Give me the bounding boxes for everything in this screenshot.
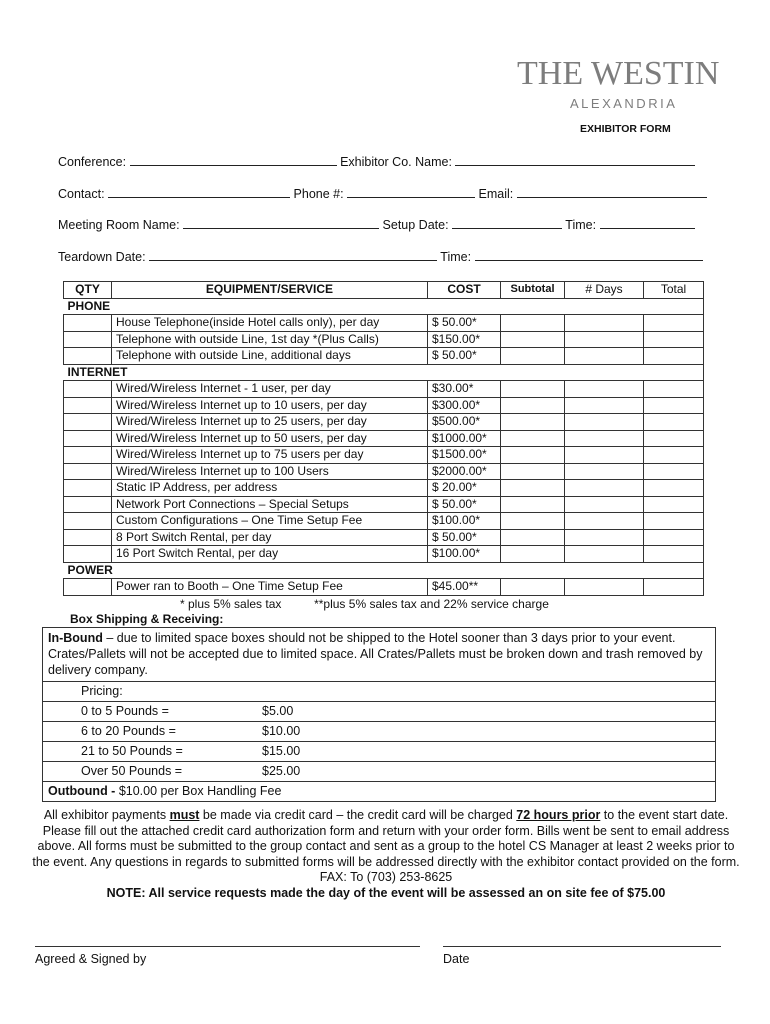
tax-notes (180, 597, 549, 611)
tax-note-1: * plus 5% sales tax (180, 597, 282, 611)
qty-cell[interactable] (64, 348, 112, 365)
equipment-cell: Wired/Wireless Internet up to 50 users, per day (112, 430, 428, 447)
category-label: INTERNET (67, 364, 128, 379)
category-label: POWER (67, 562, 113, 577)
email-field[interactable] (517, 187, 707, 198)
cost-cell: $100.00* (428, 546, 501, 563)
conference-label: Conference: (58, 155, 127, 169)
rate-range: 0 to 5 Pounds = (81, 704, 169, 718)
qty-cell[interactable] (64, 315, 112, 332)
rate-price: $15.00 (262, 744, 301, 758)
subtotal-cell[interactable] (501, 579, 565, 596)
total-cell[interactable] (644, 414, 704, 431)
conference-field[interactable] (130, 155, 337, 166)
equipment-header: EQUIPMENT/SERVICE (112, 282, 428, 299)
total-cell[interactable] (644, 463, 704, 480)
category-row (64, 298, 704, 315)
equipment-table (63, 281, 704, 596)
cost-cell: $300.00* (428, 397, 501, 414)
subtotal-cell[interactable] (501, 496, 565, 513)
equipment-cell: Telephone with outside Line, additional days (112, 348, 428, 365)
days-cell[interactable] (565, 546, 644, 563)
teardown-date-label: Teardown Date: (58, 250, 146, 264)
contact-label: Contact: (58, 187, 105, 201)
days-cell[interactable] (565, 496, 644, 513)
conference-row (58, 155, 695, 169)
payment-text-1: All exhibitor payments (43, 808, 170, 822)
cost-cell: $1500.00* (428, 447, 501, 464)
total-cell[interactable] (644, 381, 704, 398)
total-cell[interactable] (644, 513, 704, 530)
teardown-time-field[interactable] (475, 250, 703, 261)
subtotal-cell[interactable] (501, 331, 565, 348)
table-row (64, 331, 704, 348)
rate-price: $25.00 (262, 764, 301, 778)
total-cell[interactable] (644, 397, 704, 414)
subtotal-cell[interactable] (501, 513, 565, 530)
category-row (64, 562, 704, 579)
qty-cell[interactable] (64, 579, 112, 596)
table-row (64, 496, 704, 513)
cost-cell: $ 50.00* (428, 315, 501, 332)
table-row (64, 579, 704, 596)
subtotal-cell[interactable] (501, 546, 565, 563)
pricing-label: Pricing: (81, 684, 123, 698)
phone-label: Phone #: (293, 187, 344, 201)
equipment-cell: 8 Port Switch Rental, per day (112, 529, 428, 546)
contact-field[interactable] (108, 187, 290, 198)
tax-note-2: **plus 5% sales tax and 22% service charge (314, 597, 549, 611)
equipment-cell: Power ran to Booth – One Time Setup Fee (112, 579, 428, 596)
cost-cell: $150.00* (428, 331, 501, 348)
setup-time-field[interactable] (600, 218, 695, 229)
exhibitor-co-field[interactable] (455, 155, 695, 166)
rate-range: 6 to 20 Pounds = (81, 724, 176, 738)
qty-cell[interactable] (64, 480, 112, 497)
subtotal-header: Subtotal (501, 282, 565, 299)
category-spacer (428, 364, 704, 381)
table-row (64, 447, 704, 464)
phone-field[interactable] (347, 187, 475, 198)
qty-cell[interactable] (64, 414, 112, 431)
qty-cell[interactable] (64, 496, 112, 513)
total-cell[interactable] (644, 496, 704, 513)
payment-paragraph (30, 808, 742, 901)
days-cell[interactable] (565, 480, 644, 497)
meeting-room-field[interactable] (183, 218, 379, 229)
inbound-desc: – due to limited space boxes should not be shipped to the Hotel sooner than 3 days prior to your event. Crates/Pallets will not be accepted due to limited space. All Crates/Pallets must be broken down and trash removed by delivery company. (48, 631, 703, 677)
agreed-signed-label: Agreed & Signed by (35, 952, 147, 966)
date-label: Date (443, 952, 470, 966)
setup-time-label: Time: (565, 218, 597, 232)
equipment-cell: Telephone with outside Line, 1st day *(Plus Calls) (112, 331, 428, 348)
days-cell[interactable] (565, 430, 644, 447)
shipping-heading: Box Shipping & Receiving: (70, 612, 224, 626)
days-cell[interactable] (565, 331, 644, 348)
subtotal-cell[interactable] (501, 480, 565, 497)
qty-cell[interactable] (64, 381, 112, 398)
subtotal-cell[interactable] (501, 430, 565, 447)
outbound-row (43, 782, 715, 801)
rate-row (43, 762, 715, 782)
subtotal-cell[interactable] (501, 397, 565, 414)
equipment-cell: Wired/Wireless Internet - 1 user, per day (112, 381, 428, 398)
rate-range: 21 to 50 Pounds = (81, 744, 183, 758)
qty-header: QTY (64, 282, 112, 299)
category-row (64, 364, 704, 381)
equipment-cell: Wired/Wireless Internet up to 25 users, per day (112, 414, 428, 431)
westin-logo-wordmark: THE WESTIN (517, 55, 720, 92)
equipment-cell: Wired/Wireless Internet up to 100 Users (112, 463, 428, 480)
exhibitor-co-label: Exhibitor Co. Name: (340, 155, 452, 169)
cost-cell: $30.00* (428, 381, 501, 398)
days-cell[interactable] (565, 529, 644, 546)
table-header-row (64, 282, 704, 299)
cost-cell: $45.00** (428, 579, 501, 596)
setup-date-field[interactable] (452, 218, 562, 229)
total-cell[interactable] (644, 447, 704, 464)
rate-price: $10.00 (262, 724, 301, 738)
category-spacer (428, 562, 704, 579)
days-cell[interactable] (565, 513, 644, 530)
table-row (64, 513, 704, 530)
pricing-label-row (43, 682, 715, 702)
cost-cell: $ 50.00* (428, 496, 501, 513)
days-cell[interactable] (565, 397, 644, 414)
qty-cell[interactable] (64, 463, 112, 480)
days-header: # Days (565, 282, 644, 299)
signature-line[interactable] (35, 946, 420, 947)
outbound-label: Outbound - (48, 784, 116, 798)
teardown-time-label: Time: (440, 250, 472, 264)
meeting-room-label: Meeting Room Name: (58, 218, 180, 232)
qty-cell[interactable] (64, 529, 112, 546)
total-cell[interactable] (644, 315, 704, 332)
subtotal-cell[interactable] (501, 529, 565, 546)
total-cell[interactable] (644, 529, 704, 546)
subtotal-cell[interactable] (501, 315, 565, 332)
days-cell[interactable] (565, 447, 644, 464)
date-line[interactable] (443, 946, 721, 947)
payment-text-3: to the event start date. Please fill out the attached credit card authorization form and return with your order form. Bills went be sent to email address above. All forms must be submitted to the group contact and sent as a group to the hotel CS Manager at least 2 weeks prior to the event. Any questions in regards to submitted forms will be addressed directly with the exhibitor contact provided on the form. FAX: To (703) 253-8625 (32, 808, 740, 884)
cost-cell: $500.00* (428, 414, 501, 431)
total-cell[interactable] (644, 430, 704, 447)
subtotal-cell[interactable] (501, 447, 565, 464)
equipment-cell: Wired/Wireless Internet up to 10 users, per day (112, 397, 428, 414)
qty-cell[interactable] (64, 546, 112, 563)
contact-row (58, 187, 707, 201)
cost-cell: $ 20.00* (428, 480, 501, 497)
cost-cell: $100.00* (428, 513, 501, 530)
shipping-box (42, 627, 716, 802)
table-row (64, 529, 704, 546)
rate-price: $5.00 (262, 704, 294, 718)
table-row (64, 463, 704, 480)
table-row (64, 430, 704, 447)
total-cell[interactable] (644, 480, 704, 497)
form-title: EXHIBITOR FORM (580, 123, 671, 135)
table-row (64, 315, 704, 332)
table-row (64, 480, 704, 497)
email-label: Email: (478, 187, 514, 201)
subtotal-cell[interactable] (501, 463, 565, 480)
days-cell[interactable] (565, 579, 644, 596)
table-row (64, 381, 704, 398)
outbound-desc: $10.00 per Box Handling Fee (115, 784, 282, 798)
days-cell[interactable] (565, 315, 644, 332)
equipment-cell: Custom Configurations – One Time Setup Fee (112, 513, 428, 530)
table-row (64, 546, 704, 563)
total-cell[interactable] (644, 546, 704, 563)
qty-cell[interactable] (64, 331, 112, 348)
qty-cell[interactable] (64, 397, 112, 414)
inbound-text (43, 628, 715, 682)
equipment-cell: House Telephone(inside Hotel calls only), per day (112, 315, 428, 332)
westin-logo-location: ALEXANDRIA (570, 96, 678, 111)
days-cell[interactable] (565, 381, 644, 398)
equipment-cell: Wired/Wireless Internet up to 75 users per day (112, 447, 428, 464)
teardown-date-field[interactable] (149, 250, 437, 261)
cost-cell: $2000.00* (428, 463, 501, 480)
table-row (64, 348, 704, 365)
total-cell[interactable] (644, 579, 704, 596)
equipment-cell: 16 Port Switch Rental, per day (112, 546, 428, 563)
total-cell[interactable] (644, 348, 704, 365)
total-header: Total (644, 282, 704, 299)
subtotal-cell[interactable] (501, 381, 565, 398)
cost-header: COST (428, 282, 501, 299)
payment-text-2: be made via credit card – the credit card will be charged (199, 808, 517, 822)
payment-must: must (169, 808, 200, 822)
rate-row (43, 722, 715, 742)
onsite-fee-note: NOTE: All service requests made the day of the event will be assessed an on site fee of $75.00 (106, 885, 666, 900)
cost-cell: $1000.00* (428, 430, 501, 447)
cost-cell: $ 50.00* (428, 348, 501, 365)
category-spacer (428, 298, 704, 315)
inbound-label: In-Bound (48, 631, 103, 645)
days-cell[interactable] (565, 414, 644, 431)
subtotal-cell[interactable] (501, 348, 565, 365)
days-cell[interactable] (565, 348, 644, 365)
rate-range: Over 50 Pounds = (81, 764, 183, 778)
qty-cell[interactable] (64, 513, 112, 530)
days-cell[interactable] (565, 463, 644, 480)
rate-row (43, 702, 715, 722)
table-row (64, 414, 704, 431)
qty-cell[interactable] (64, 430, 112, 447)
total-cell[interactable] (644, 331, 704, 348)
payment-72-hours: 72 hours prior (516, 808, 601, 822)
teardown-row (58, 250, 703, 264)
equipment-cell: Static IP Address, per address (112, 480, 428, 497)
category-label: PHONE (67, 298, 111, 313)
setup-date-label: Setup Date: (382, 218, 449, 232)
rate-row (43, 742, 715, 762)
equipment-cell: Network Port Connections – Special Setups (112, 496, 428, 513)
qty-cell[interactable] (64, 447, 112, 464)
cost-cell: $ 50.00* (428, 529, 501, 546)
subtotal-cell[interactable] (501, 414, 565, 431)
table-row (64, 397, 704, 414)
meeting-row (58, 218, 695, 232)
